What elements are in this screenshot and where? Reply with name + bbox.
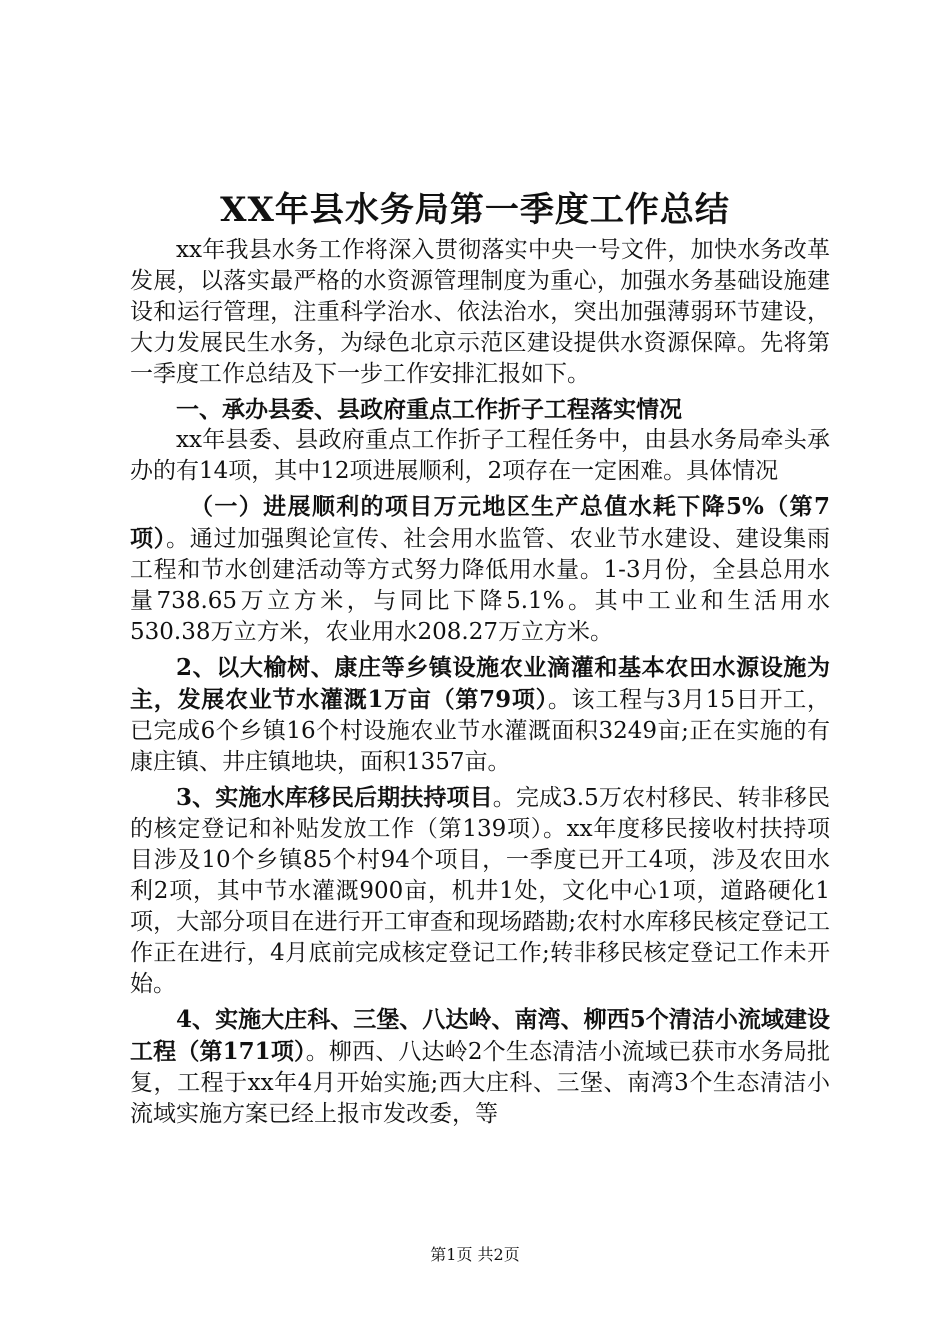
item-4-text: 。柳西、八达岭2个生态清洁小流域已获市水务局批复，工程于xx年4月开始实施;西大庄科、三堡、南湾3个生态清洁小流域实施方案已经上报市发改委，等 — [130, 1039, 830, 1127]
document-body — [130, 235, 830, 1130]
item-3-text: 。完成3.5万农村移民、转非移民的核定登记和补贴发放工作（第139项）。xx年度移民接收村扶持项目涉及10个乡镇85个村94个项目，一季度已开工4项，涉及农田水利2项，其中节水灌溉900亩，机井1处，文化中心1项，道路硬化1项，大部分项目在进行开工审查和现场踏勘;农村水库移民核定登记工作正在进行，4月底前完成核定登记工作;转非移民核定登记工作未开始。 — [130, 785, 830, 997]
item-1-paragraph — [130, 491, 830, 648]
section-1-paragraph: xx年县委、县政府重点工作折子工程任务中，由县水务局牵头承办的有14项，其中12项进展顺利，2项存在一定困难。具体情况 — [130, 427, 830, 484]
document-title: XX年县水务局第一季度工作总结 — [220, 190, 730, 230]
item-4-paragraph — [130, 1004, 830, 1130]
item-1-heading: （一）进展顺利的项目万元地区生产总值水耗下降5%（第7项） — [130, 493, 830, 552]
page-number-footer: 第1页 共2页 — [430, 1245, 520, 1264]
item-3-heading: 3、实施水库移民后期扶持项目 — [176, 784, 493, 811]
item-3-paragraph — [130, 782, 830, 1000]
item-2-text: 。该工程与3月15日开工，已完成6个乡镇16个村设施农业节水灌溉面积3249亩;正在实施的有康庄镇、井庄镇地块，面积1357亩。 — [130, 687, 830, 775]
item-4-heading: 4、实施大庄科、三堡、八达岭、南湾、柳西5个清洁小流域建设工程（第171项） — [130, 1006, 830, 1065]
item-1-text: 。通过加强舆论宣传、社会用水监管、农业节水建设、建设集雨工程和节水创建活动等方式努力降低用水量。1-3月份，全县总用水量738.65万立方米，与同比下降5.1%。其中工业和生活用水530.38万立方米，农业用水208.27万立方米。 — [130, 526, 831, 645]
intro-paragraph: xx年我县水务工作将深入贯彻落实中央一号文件，加快水务改革发展，以落实最严格的水资源管理制度为重心，加强水务基础设施建设和运行管理，注重科学治水、依法治水，突出加强薄弱环节建设，大力发展民生水务，为绿色北京示范区建设提供水资源保障。先将第一季度工作总结及下一步工作安排汇报如下。 — [130, 237, 830, 387]
item-2-heading: 2、以大榆树、康庄等乡镇设施农业滴灌和基本农田水源设施为主，发展农业节水灌溉1万亩（第79项） — [130, 654, 830, 713]
item-2-paragraph — [130, 652, 830, 778]
section-1-heading: 一、承办县委、县政府重点工作折子工程落实情况 — [176, 396, 682, 423]
